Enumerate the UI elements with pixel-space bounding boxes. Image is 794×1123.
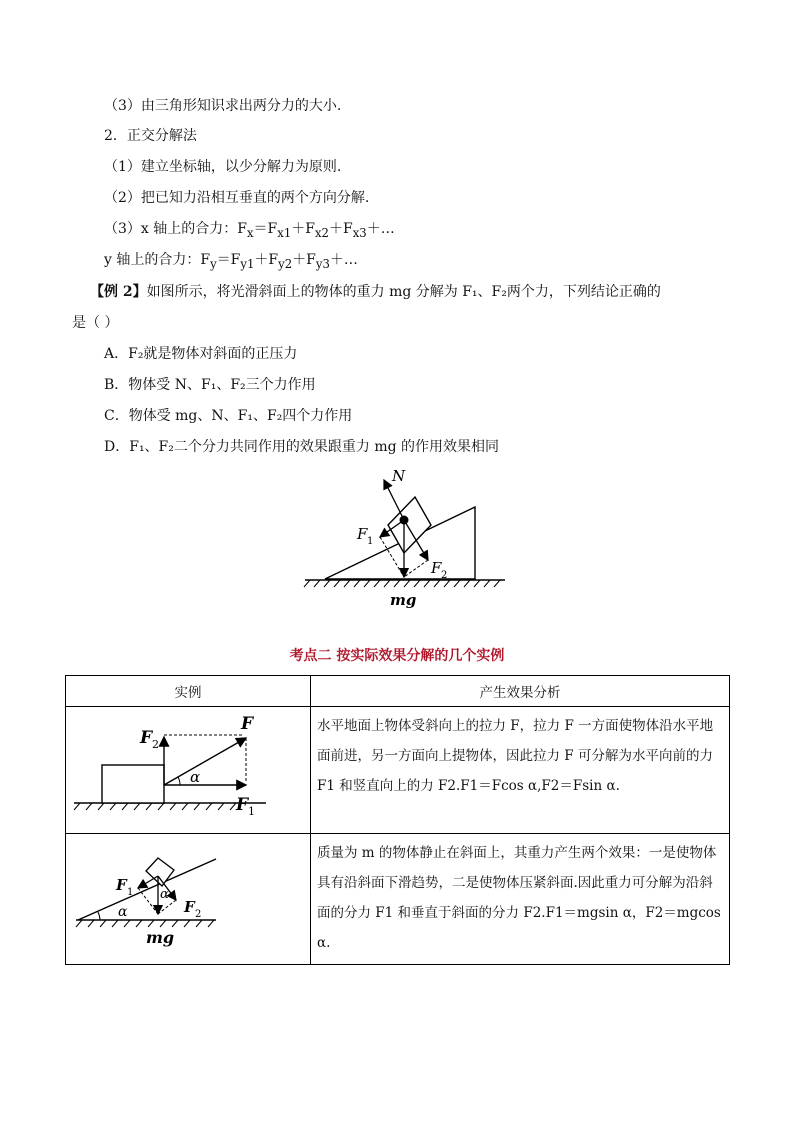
- label-alpha: α: [190, 768, 201, 786]
- orthogonal-step-3: （3）x 轴上的合力：$F_x=F_{x1}+F_{x2}+F_{x3}+\dots$: [104, 221, 395, 240]
- example-question: 【例 2】如图所示，将光滑斜面上的物体的重力 mg 分解为 F₁、F₂两个力，下列结论正确的: [90, 284, 661, 300]
- label-f1: F: [357, 525, 368, 543]
- option-b: B．物体受 N、F₁、F₂三个力作用: [104, 377, 316, 393]
- label-mg: mg: [390, 591, 417, 609]
- orthogonal-step-1: （1）建立坐标轴，以少分解力为原则.: [104, 159, 342, 175]
- block: [102, 765, 164, 803]
- label-f2: F: [431, 559, 442, 577]
- table-row-1-figure: [66, 707, 311, 834]
- label-f2-sub: 2: [152, 738, 159, 751]
- example-tag: 【例 2】: [90, 284, 147, 300]
- label-f2-sub: 2: [441, 570, 448, 581]
- label-f1-sub: 1: [248, 805, 255, 818]
- option-a: A．F₂就是物体对斜面的正压力: [104, 346, 298, 362]
- label-f2: F: [140, 728, 153, 748]
- incline-weight-figure: [66, 834, 310, 960]
- label-f2: F: [184, 898, 195, 916]
- method-step-3: （3）由三角形知识求出两分力的大小.: [104, 98, 342, 114]
- label-f1-sub: 1: [367, 536, 374, 547]
- header-example: 实例: [66, 676, 311, 707]
- orthogonal-step-2: （2）把已知力沿相互垂直的两个方向分解.: [104, 190, 370, 206]
- y-axis-resultant: y 轴上的合力：$F_y=F_{y1}+F_{y2}+F_{y3}+\dots$: [104, 252, 358, 271]
- label-n: N: [392, 467, 406, 485]
- label-mg: mg: [146, 928, 175, 947]
- label-f2-sub: 2: [195, 909, 202, 920]
- option-c: C．物体受 mg、N、F₁、F₂四个力作用: [104, 408, 353, 424]
- block: [388, 497, 431, 553]
- table-row-2-figure: [66, 834, 311, 965]
- example-question-end: 是（ ）: [72, 315, 119, 331]
- table-row-1-text: 水平地面上物体受斜向上的拉力 F，拉力 F 一方面使物体沿水平地面前进，另一方面向上提物体，因此拉力 F 可分解为水平向前的力 F1 和竖直向上的力 F2.F1＝Fcos α,F2＝Fsin α.: [311, 707, 730, 834]
- header-analysis: 产生效果分析: [311, 676, 730, 707]
- incline-figure: [300, 465, 520, 610]
- block: [146, 858, 174, 886]
- label-f1: F: [236, 795, 249, 815]
- pull-force-figure: [66, 707, 310, 829]
- label-f: F: [241, 714, 254, 734]
- examples-table: [65, 675, 730, 965]
- label-alpha: α: [118, 904, 128, 920]
- section-title: 考点二 按实际效果分解的几个实例: [289, 648, 505, 664]
- label-f1: F: [116, 876, 127, 894]
- label-alpha-inner: α: [160, 887, 169, 902]
- table-row-2-text: 质量为 m 的物体静止在斜面上，其重力产生两个效果：一是使物体具有沿斜面下滑趋势，二是使物体压紧斜面.因此重力可分解为沿斜面的分力 F1 和垂直于斜面的分力 F2.F1＝mgsin α，F2＝mgcos α.: [311, 834, 730, 965]
- heading-orthogonal: 2．正交分解法: [104, 128, 197, 144]
- label-f1-sub: 1: [127, 887, 134, 898]
- option-d: D．F₁、F₂二个分力共同作用的效果跟重力 mg 的作用效果相同: [104, 439, 500, 455]
